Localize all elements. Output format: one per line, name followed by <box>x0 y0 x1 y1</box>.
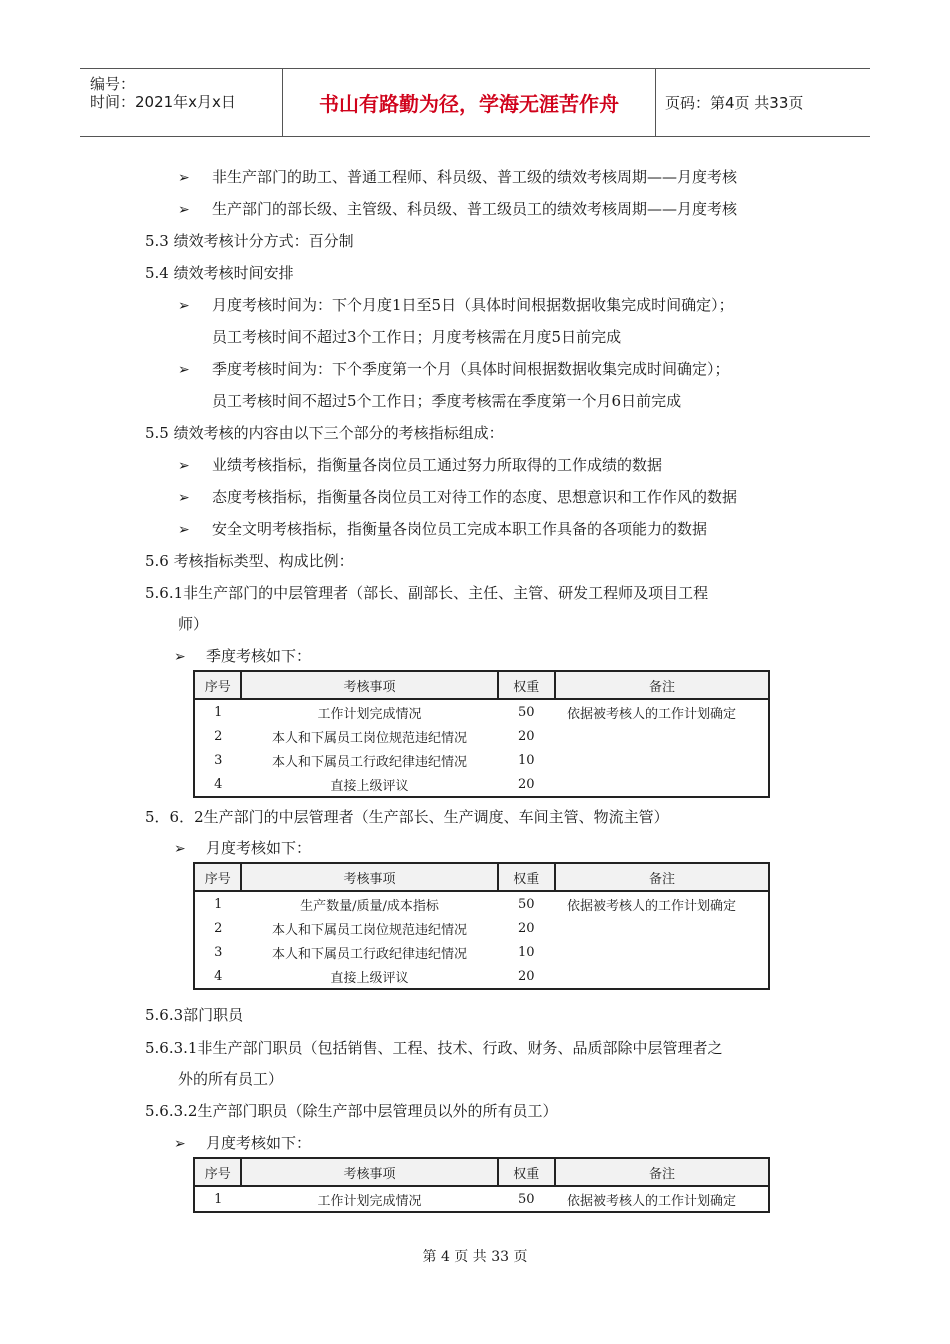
table-row <box>194 916 769 940</box>
table-row <box>194 772 769 797</box>
section-5-3: 5.3 绩效考核计分方式：百分制 <box>145 232 354 250</box>
arrow-bullet-icon: ➢ <box>178 298 190 314</box>
arrow-bullet-icon: ➢ <box>174 1136 186 1152</box>
code-label: 编号： <box>90 75 136 93</box>
section-5-5: 5.5 绩效考核的内容由以下三个部分的考核指标组成： <box>145 424 504 442</box>
table-row <box>194 748 769 772</box>
list-item: 季度考核时间为：下个季度第一个月（具体时间根据数据收集完成时间确定）； <box>212 360 730 378</box>
assessment-table-3 <box>193 1157 770 1213</box>
arrow-bullet-icon: ➢ <box>178 170 190 186</box>
section-5-6-3: 5.6.3部门职员 <box>145 1006 244 1024</box>
header-page-cell <box>655 69 870 136</box>
table-row <box>194 940 769 964</box>
cell-weight: 10 <box>518 944 535 960</box>
arrow-bullet-icon: ➢ <box>178 458 190 474</box>
section-5-6: 5.6 考核指标类型、构成比例： <box>145 552 354 570</box>
arrow-bullet-icon: ➢ <box>174 841 186 857</box>
col-header-note: 备注 <box>555 1158 769 1186</box>
cell-no: 4 <box>214 776 223 792</box>
cell-no: 4 <box>214 968 223 984</box>
cell-note: 依据被考核人的工作计划确定 <box>566 898 736 914</box>
table-header-row <box>194 863 769 891</box>
list-item: 月度考核如下： <box>206 839 312 857</box>
cell-weight: 10 <box>518 752 535 768</box>
arrow-bullet-icon: ➢ <box>178 490 190 506</box>
motto: 书山有路勤为径，学海无涯苦作舟 <box>319 92 619 116</box>
col-header-weight: 权重 <box>498 671 555 699</box>
col-header-weight: 权重 <box>498 863 555 891</box>
cell-weight: 20 <box>518 920 535 936</box>
cell-weight: 20 <box>518 968 535 984</box>
list-item: 季度考核如下： <box>206 647 312 665</box>
cell-item: 工作计划完成情况 <box>317 706 422 722</box>
col-header-item: 考核事项 <box>241 671 497 699</box>
cell-item: 直接上级评议 <box>330 778 409 794</box>
list-item: 业绩考核指标，指衡量各岗位员工通过努力所取得的工作成绩的数据 <box>212 456 663 474</box>
cell-note <box>555 940 769 964</box>
cell-item: 生产数量/质量/成本指标 <box>300 898 439 914</box>
cell-no: 1 <box>214 1191 223 1207</box>
cell-note: 依据被考核人的工作计划确定 <box>566 1193 736 1209</box>
table-header-row <box>194 1158 769 1186</box>
cell-weight: 20 <box>518 728 535 744</box>
col-header-weight: 权重 <box>498 1158 555 1186</box>
col-header-note: 备注 <box>555 671 769 699</box>
list-item: 非生产部门的助工、普通工程师、科员级、普工级的绩效考核周期——月度考核 <box>212 168 738 186</box>
cell-note: 依据被考核人的工作计划确定 <box>566 706 736 722</box>
arrow-bullet-icon: ➢ <box>178 202 190 218</box>
cell-no: 3 <box>214 944 223 960</box>
header-motto-cell <box>282 69 656 136</box>
cell-weight: 50 <box>518 1191 535 1207</box>
cell-item: 本人和下属员工行政纪律违纪情况 <box>272 946 468 962</box>
table-row <box>194 1186 769 1212</box>
arrow-bullet-icon: ➢ <box>178 362 190 378</box>
page-footer: 第 4 页 共 33 页 <box>422 1249 528 1265</box>
list-item-continuation: 员工考核时间不超过5个工作日；季度考核需在季度第一个月6日前完成 <box>212 392 682 410</box>
cell-item: 直接上级评议 <box>330 970 409 986</box>
header-meta <box>80 69 282 136</box>
list-item: 态度考核指标，指衡量各岗位员工对待工作的态度、思想意识和工作作风的数据 <box>212 488 738 506</box>
cell-item: 本人和下属员工行政纪律违纪情况 <box>272 754 468 770</box>
col-header-no: 序号 <box>194 1158 241 1186</box>
cell-no: 3 <box>214 752 223 768</box>
cell-no: 1 <box>214 704 223 720</box>
date-line: 时间：2021年x月x日 <box>90 93 236 111</box>
page-info: 页码：第4页 共33页 <box>665 94 804 112</box>
list-item: 生产部门的部长级、主管级、科员级、普工级员工的绩效考核周期——月度考核 <box>212 200 738 218</box>
cell-note <box>555 724 769 748</box>
arrow-bullet-icon: ➢ <box>174 649 186 665</box>
section-5-6-1: 5.6.1非生产部门的中层管理者（部长、副部长、主任、主管、研发工程师及项目工程 <box>145 584 709 602</box>
table-row <box>194 964 769 989</box>
cell-no: 2 <box>214 920 223 936</box>
cell-item: 本人和下属员工岗位规范违纪情况 <box>272 730 468 746</box>
cell-item: 工作计划完成情况 <box>317 1193 422 1209</box>
table-row <box>194 891 769 916</box>
section-5-6-3-1-continuation: 外的所有员工） <box>178 1070 284 1088</box>
cell-note <box>555 748 769 772</box>
list-item: 月度考核时间为：下个月度1日至5日（具体时间根据数据收集完成时间确定）； <box>212 296 734 314</box>
section-5-6-3-1: 5.6.3.1非生产部门职员（包括销售、工程、技术、行政、财务、品质部除中层管理者之 <box>145 1039 723 1057</box>
list-item: 月度考核如下： <box>206 1134 312 1152</box>
col-header-item: 考核事项 <box>241 863 497 891</box>
list-item-continuation: 员工考核时间不超过3个工作日；月度考核需在月度5日前完成 <box>212 328 622 346</box>
assessment-table-1 <box>193 670 770 798</box>
cell-note <box>555 916 769 940</box>
table-row <box>194 724 769 748</box>
cell-note <box>555 964 769 989</box>
cell-note <box>555 772 769 797</box>
col-header-note: 备注 <box>555 863 769 891</box>
list-item: 安全文明考核指标，指衡量各岗位员工完成本职工作具备的各项能力的数据 <box>212 520 708 538</box>
cell-no: 2 <box>214 728 223 744</box>
cell-item: 本人和下属员工岗位规范违纪情况 <box>272 922 468 938</box>
cell-weight: 50 <box>518 704 535 720</box>
col-header-no: 序号 <box>194 863 241 891</box>
section-5-4: 5.4 绩效考核时间安排 <box>145 264 294 282</box>
section-5-6-1-continuation: 师） <box>178 615 209 633</box>
col-header-item: 考核事项 <box>241 1158 497 1186</box>
arrow-bullet-icon: ➢ <box>178 522 190 538</box>
section-5-6-2: 5．6．2生产部门的中层管理者（生产部长、生产调度、车间主管、物流主管） <box>145 808 669 826</box>
cell-weight: 50 <box>518 896 535 912</box>
page-header <box>80 68 870 137</box>
cell-weight: 20 <box>518 776 535 792</box>
table-header-row <box>194 671 769 699</box>
col-header-no: 序号 <box>194 671 241 699</box>
section-5-6-3-2: 5.6.3.2生产部门职员（除生产部中层管理员以外的所有员工） <box>145 1102 558 1120</box>
table-row <box>194 699 769 724</box>
cell-no: 1 <box>214 896 223 912</box>
assessment-table-2 <box>193 862 770 990</box>
